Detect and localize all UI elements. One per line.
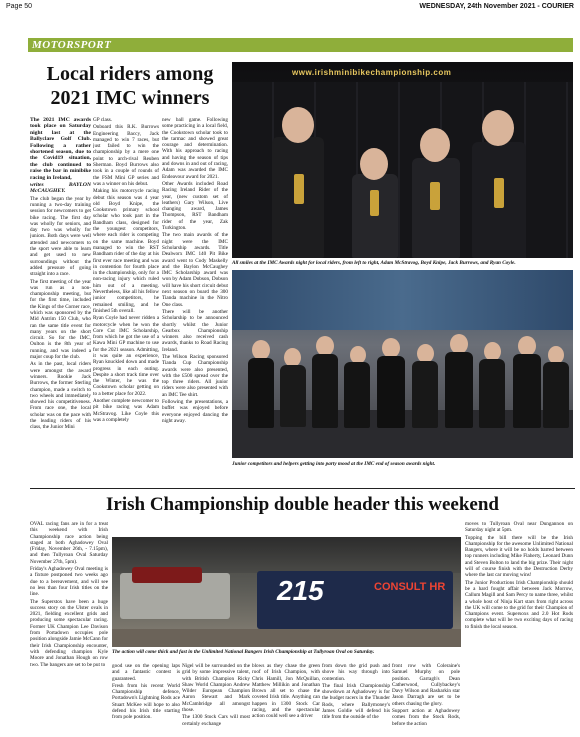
- person-figure: [377, 356, 405, 428]
- track-surface: [112, 629, 461, 647]
- paragraph: There will be another Scholarship to be announced shortly whilst the Junior Gearbox Championship winners also received cash awards, thanks to Road Racing Ireland.: [162, 308, 228, 353]
- story1-lead: The 2021 IMC awards took place on Saturday night last at the Ballyclare Golf Club. Following a rather shortened season, due to the Covid19 situation, the club continued to raise the bar in minibike racing in Ireland,: [30, 117, 91, 181]
- section-band: [28, 38, 573, 52]
- junior-competitors-caption: Junior competitors and helpers getting into party mood at the IMC end of season awards night.: [232, 461, 436, 467]
- paragraph: The club began the year by running a two-day training session for newcomers to get bike racing. The first day was wholly for seniors, and day two was wholly for juniors. Both days were well attended and newcomers to the sport were able to learn and get used to new surroundings without the added pressure of going straight into a race.: [30, 195, 91, 278]
- bangers-photo-caption: The action will come thick and fast in the Unlimited National Bangers Irish Championship at Tullyroan Oval on Saturday.: [112, 649, 375, 655]
- paragraph: Support action at Aghadowey comes from the Stock Rods, before the action: [392, 708, 460, 727]
- person-figure: [344, 362, 370, 428]
- paragraph: OVAL racing fans are in for a treat this weekend with Irish Championship race action being staged at both Aghadowey Oval (Friday, November 26th, - 7.15pm), and then Tullyroan Oval Saturday November 27th, 5pm).: [30, 521, 108, 565]
- story2-headline: Irish Championship double header this weekend: [106, 494, 499, 515]
- car-sponsor-text: CONSULT HR: [374, 581, 446, 593]
- paragraph: blows as they chase the green roof of Irish Champion, with Chris Hamill, Jon McQuillan, Matthew Millikin and Jonathan Brown all set to chase the coveted Irish title. Anything can happen in 1300 Stock Car racing, and the spectacular action could well see a driver: [252, 663, 320, 720]
- person-head: [316, 336, 334, 356]
- story2-column-6: [392, 663, 460, 735]
- paragraph: Other Awards included Road Racing Ireland Rider of the year, (new custom set of leathers) Gary Wilson, Live changing award, James Thompson, RST Bandham rider of the year, Zak Turkington.: [162, 180, 228, 232]
- story2-column-2: [112, 663, 180, 735]
- paragraph: The Wilson Racing sponsored Tianda Cup Championship awards were also presented, with the £500 spread over the top three riders. All junior riders were also presented with an IMC Tee shirt.: [162, 353, 228, 398]
- story2-column-7: [465, 521, 573, 734]
- paragraph: Nigel will be surrounded on the grid by some impressive talent, with British Champion Ricky Shaw World Champion Andrew Wilder European Champion Aaron Stewart and Mark McCambridge all amongst those.: [182, 663, 250, 714]
- story1-column-2: [93, 117, 159, 485]
- trophy: [294, 174, 304, 204]
- page-header: [0, 0, 580, 14]
- paragraph: Making his motorcycle racing debut this season was 4 year old Boyd Knipe, the Cookstown primary school scholar who took part in the Bandham class, designed for the youngest competitors, where each rider is competing on the same machine. Boyd managed to win the RST Bandham rider of the day at his first ever race meeting and was in contention for fourth place in the championship, only for a non-racing injury which ruled him out of a meeting. Nevertheless, like all his fellow junior competitors, he remained smiling, and he finished 5th overall.: [93, 188, 159, 314]
- paragraph: Topping the bill there will be the Irish Championship for the awesome Unlimited National Bangers, where it will be no holds barred between top runners including Mike Flaherty, Leonard Dunn and Steven Bolton to land the big prize. Their night will of course finish with the Destruction Derby where the last car moving wins!: [465, 534, 573, 579]
- person-head: [252, 340, 270, 360]
- red-roof: [132, 567, 202, 583]
- paragraph: The first meeting of the year was run as a non-championship meeting, but for the first time, included the Kings of the Corner race, which was sponsored by the Mid Antrim 150 Club, who ran the same title event for many years on the short circuit. So for the IMC, Oulton is the 8th year of running, and was indeed a major coup for the club.: [30, 278, 91, 361]
- trophy: [430, 182, 440, 210]
- paragraph: Following the presentations, a buffet was enjoyed before everyone enjoyed dancing the night away.: [162, 399, 228, 424]
- page-number: Page 50: [6, 3, 33, 10]
- story2-column-5: [322, 663, 390, 735]
- person-head: [518, 336, 536, 356]
- paragraph: Another complete newcomer to pit bike racing was Adam McStravog. Like Coyle this was a completely: [93, 398, 159, 423]
- person-head: [450, 334, 468, 354]
- paragraph: GP class.: [93, 117, 113, 123]
- person-figure: [479, 359, 505, 428]
- person-figure: [248, 358, 274, 428]
- story-divider: [30, 488, 575, 489]
- trophy: [370, 190, 379, 216]
- story1-column-1: [30, 117, 91, 485]
- paragraph: new ball game. Following some practicing in a local field, the Cookstown scholar took to the tarmac and showed great courage and determination. With his approach to racing and having the season of tips and downs in and out of racing, Adam was awarded the IMC Endeavour award for 2021.: [162, 117, 228, 180]
- paragraph: Onboard this R.K. Burrows Engineering Baccy, Jack managed to win 7 races, but just failed to win the championship by a mere one point to arch-rival Reuben Sherman. Boyd Burrows also took in a couple of rounds of the FSM Mini GP series and was a winner on his debut.: [93, 124, 159, 187]
- person-figure: [412, 361, 438, 428]
- story1-headline: Local riders among 2021 IMC winners: [46, 63, 214, 109]
- person-figure: [513, 354, 541, 428]
- person-head: [482, 110, 514, 146]
- issue-date: WEDNESDAY, 24th November 2021 - COURIER: [419, 3, 574, 10]
- paragraph: Friday's Aghadowey Oval meeting is a fixture postponed two weeks ago due to a bereavement, and will see no less than four Irish titles on the line.: [30, 566, 108, 598]
- person-head: [382, 338, 400, 358]
- award-winners-photo: [232, 62, 573, 258]
- car-number: 215: [277, 575, 324, 606]
- story1-column-3: [162, 117, 228, 485]
- story2-column-4: [252, 663, 320, 735]
- person-head: [360, 148, 388, 180]
- paragraph: The Superstox have been a huge success story on the Ulster ovals in 2021, fielding excellent grids and producing some spectacular racing. Former UK Champion Lee Davison from Portadown occupies pole position alongside Jamie McCann for their Irish Championship encounter, with defending champion Kyle Moore and Jonathan Hough on row two. The bangers are set to be put to: [30, 598, 108, 668]
- person-figure: [543, 362, 569, 428]
- paragraph: good use on the opening laps and a fantastic contest is guaranteed.: [112, 663, 180, 682]
- photo-banner-text: www.irishminibikechampionship.com: [292, 68, 452, 77]
- person-head: [420, 128, 450, 162]
- backdrop-banner: [232, 270, 573, 330]
- paragraph: As in the past, local riders were amongst the award winners. Rookie Jack Burrows, the former Sterling champion, made a switch to two wheels and immediately showed his competitiveness. From race one, the local scholar was on the pace with the leading riders of his class, the Junior Mini: [30, 361, 91, 431]
- paragraph: The final Irish Championship showdown at Aghadowey is for the budget racers in the Thunder Rods, where Ballymoney's James Goldie will defend his title from the outside of the: [322, 682, 390, 721]
- story2-column-1: [30, 521, 108, 734]
- story2-column-3: [182, 663, 250, 735]
- junior-competitors-photo: [232, 270, 573, 458]
- person-figure: [280, 365, 306, 427]
- story1-byline: writes BAYLON McCAUGHEY.: [30, 182, 91, 195]
- person-figure: [445, 352, 473, 428]
- paragraph: The 1300 Stock Cars will most certainly exchange: [182, 714, 250, 727]
- bangers-race-photo: [112, 537, 461, 647]
- person-figure: [312, 354, 338, 428]
- paragraph: moves to Tullyroan Oval near Dungannon on Saturday night at 5pm.: [465, 521, 573, 534]
- person-figure: [352, 174, 398, 258]
- paragraph: front row with Coleraine's Samuel Murphy on pole position. Garragh's Dean Catherwood, Cullybackey's Davy Wilson and Rasharkin star Jason Darragh are set to be others chasing the glory.: [392, 663, 460, 707]
- paragraph: The two main awards of the night were the IMC Scholarship awards. Title Dealworx IMC 140 Pit Bike award went to Cody Maskelly and the Baylon McCaughey IMC Scholarship award was won by Adam Dobson, Dobson will have his short circuit debut next season on board the 300 Tianda machine in the Nitro One class.: [162, 232, 228, 308]
- trophy: [494, 178, 504, 208]
- paragraph: The Junior Productions Irish Championship should be a hard fought affair between Jack Morrow, Callum Magill and Sam Percy to name three, whilst a whole host of Ninja Kart stars from right across the UK will come to the grid for their Champion of Champions event. Supersoxs and 2.0 Hot Rods complete what will be two exciting days of racing to finish the local season.: [465, 579, 573, 630]
- paragraph: from down the grid push and shove his way through into contention.: [322, 663, 390, 682]
- paragraph: Fresh from his recent World Championship defence, Portadown's Lightning Rods ace Stuart McKee will hope to also defend his Irish title starting from pole position.: [112, 682, 180, 721]
- award-winners-caption: All smiles at the IMC Awards night for local riders, from left to right, Adam McStravog, Boyd Knipe, Jack Burrows, and Ryan Coyle.: [232, 260, 516, 266]
- person-head: [282, 107, 314, 143]
- paragraph: Ryan Coyle had never ridden a motorcycle when he won the Core Cut IMC Scholarship, from which he got the use of a Kawa Mini GP machine to use for the 2021 season. Admitting, it was quite an experience, Ryan knuckled down and made progress in each outing. Despite a short track time over the Winter, he was the Cookstown scholar getting on to a better place for 2022.: [93, 315, 159, 397]
- section-label: MOTORSPORT: [32, 39, 112, 51]
